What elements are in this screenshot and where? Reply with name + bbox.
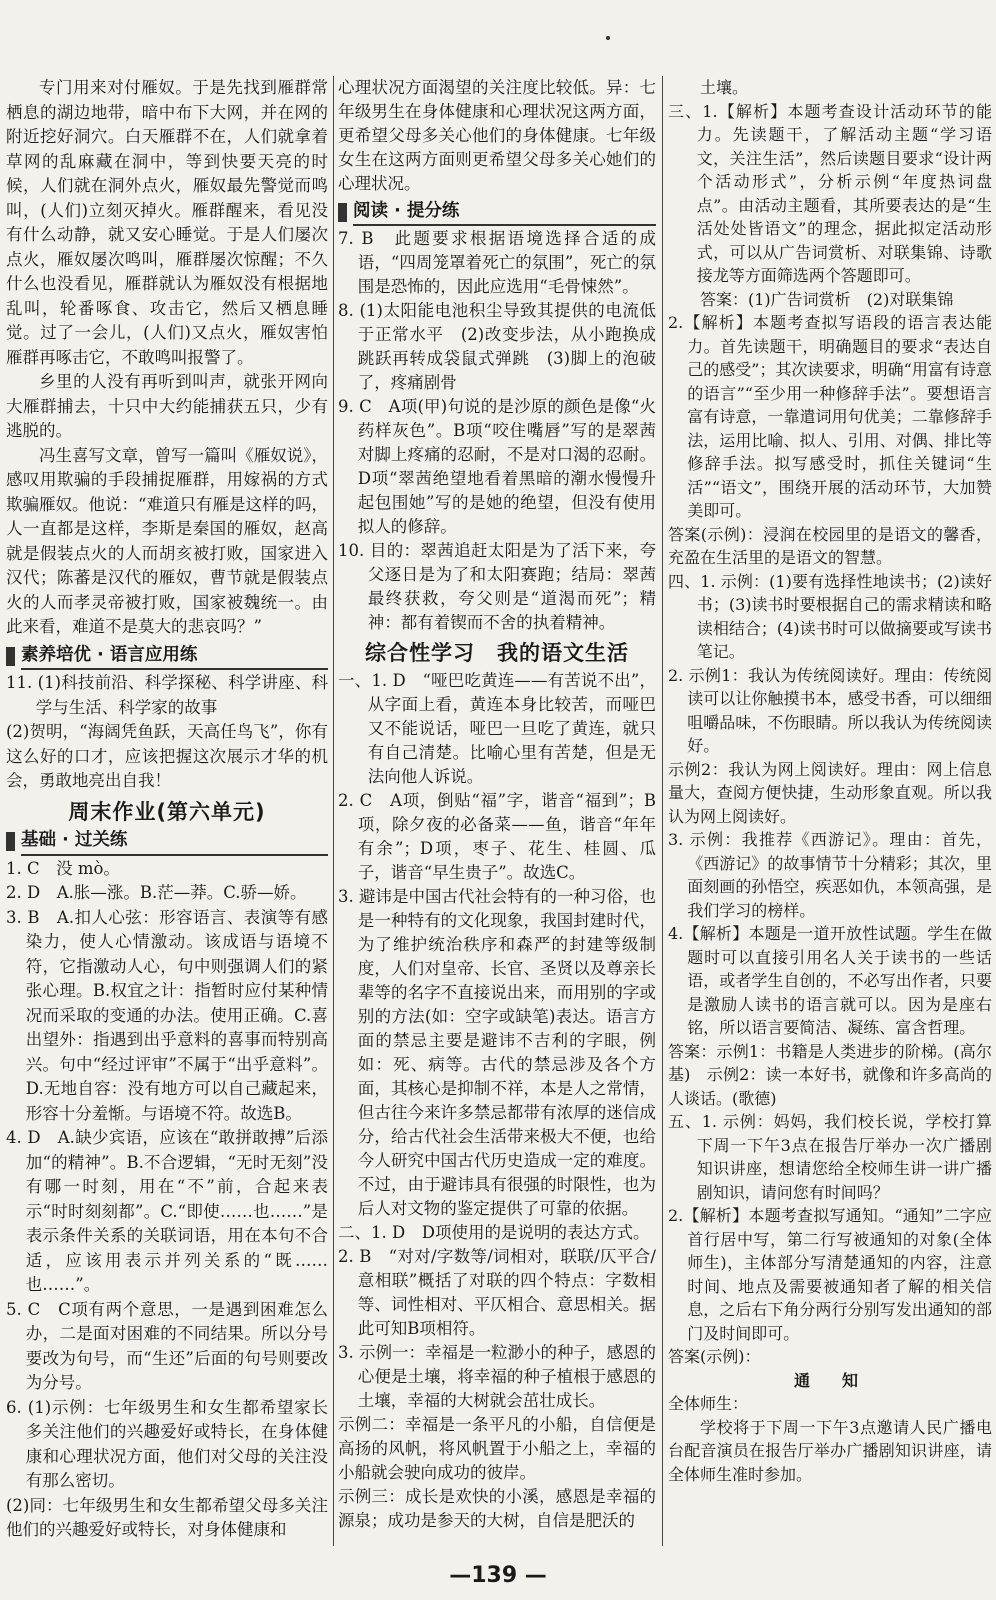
answer-item: 示例2：我认为网上阅读好。理由：网上信息量大，查阅方便快捷，生动形象直观。所以我认为网上阅读好。 (668, 759, 992, 826)
answer-key: 答案：示例1：书籍是人类进步的阶梯。(高尔基) 示例2：读一本好书，就像和许多高尚的人谈话。(歌德) (668, 1041, 992, 1108)
answer-item: 5. C C项有两个意思，一是遇到困难怎么办，二是面对困难的不同结果。所以分号要改为句号，而“生还”后面的句号则要改为分号。 (6, 1299, 328, 1392)
answer-key: 答案(示例)： (668, 1347, 761, 1366)
notice-body: 学校将于下周一下午3点邀请人民广播电台配音演员在报告厅举办广播剧知识讲座，请全体师生准时参加。 (668, 1417, 992, 1484)
column-1 (6, 76, 328, 1543)
translation-paragraph: 冯生喜写文章，曾写一篇叫《雁奴说》，感叹用欺骗的手段捕捉雁群，用嫁祸的方式欺骗雁奴。他说：“难道只有雁是这样的吗，人一直都是这样，李斯是秦国的雁奴，赵高就是假装点火的人而胡亥被打败，国家进入汉代；陈蕃是汉代的雁奴，曹节就是假装点火的人而孝灵帝被打败，国家被魏统一。由此来看，难道不是莫大的悲哀吗？” (6, 445, 328, 636)
page-number: —139 — (449, 1563, 547, 1588)
answer-item: 6. (1)示例：七年级男生和女生都希望家长多关注他们的兴趣爱好或特长，在身体健康和心理状况方面，他们对父母的关注没有那么密切。 (6, 1397, 328, 1490)
column-3 (668, 76, 992, 1486)
answer-item: 4.【解析】本题是一道开放性试题。学生在做题时可以直接引用名人关于读书的一些话语，或者学生自创的，不必写出作者，只要是激励人读书的语言就可以。因为是座右铭，所以语言要简洁、凝练、富含哲理。 (668, 924, 992, 1037)
answer-item: 11. (1)科技前沿、科学探秘、科学讲座、科学与生活、科学家的故事 (6, 673, 328, 717)
answer-item: 7. B 此题要求根据语境选择合适的成语，“四周笼罩着死亡的氛围”，死亡的氛围是恐怖的，因此应选用“毛骨悚然”。 (338, 229, 656, 296)
print-mark (606, 36, 610, 40)
unit-title: 周末作业(第六单元) (68, 799, 266, 824)
answer-item: 4. D A.缺少宾语，应该在“敢拼敢搏”后添加“的精神”。B.不合逻辑，“无时无刻”没有哪一时刻，用在“不”前，合起来表示“时时刻刻都”。C.“即使……也……”是表示条件关系的关联词语，用在本句不合适，应该用表示并列关系的“既……也……”。 (6, 1128, 328, 1294)
answer-item: 2. B “对对/字数等/词相对，联联/仄平合/意相联”概括了对联的四个特点：字数相等、词性相对、平仄相合、意思相关。据此可知B项相符。 (338, 1247, 656, 1338)
answer-item: 二、1. D D项使用的是说明的表达方式。 (338, 1223, 650, 1242)
section-header: 基础 · 过关练 (6, 828, 328, 856)
answer-item: 五、1. 示例：妈妈，我们校长说，学校打算下周一下午3点在报告厅举办一次广播剧知识讲座，想请您给全校师生讲一讲广播剧知识，请问您有时间吗？ (668, 1112, 992, 1202)
answer-item: 一、1. D “哑巴吃黄连——有苦说不出”，从字面上看，黄连本身比较苦，而哑巴又不能说话，哑巴一旦吃了黄连，就只有自己清楚。比喻心里有苦楚，但是无法向他人诉说。 (338, 671, 656, 786)
translation-paragraph: 专门用来对付雁奴。于是先找到雁群常栖息的湖边地带，暗中布下大网，并在网的附近挖好洞穴。白天雁群不在，人们就拿着草网的乱麻藏在洞中，等到快要天亮的时候，人们就在洞外点火，雁奴最先警觉而鸣叫，(人们)立刻灭掉火。雁群醒来，看见没有什么动静，就又安心睡觉。于是人们屡次点火，雁奴屡次鸣叫，雁群屡次惊醒；不久什么也没看见，雁群就认为雁奴没有根据地乱叫，轮番啄食、攻击它，然后又栖息睡觉。过了一会儿，(人们)又点火，雁奴害怕雁群再啄击它，不敢鸣叫报警了。 (6, 78, 328, 367)
answer-item: 示例三：成长是欢快的小溪，感恩是幸福的源泉；成功是参天的大树，自信是肥沃的 (338, 1487, 656, 1530)
unit-title: 综合性学习 我的语文生活 (365, 641, 629, 665)
section-marker-icon (6, 832, 15, 851)
answer-item: 3. 避讳是中国古代社会特有的一种习俗，也是一种特有的文化现象，我国封建时代，为了维护统治秩序和森严的封建等级制度，人们对皇帝、长官、圣贤以及尊亲长辈等的名字不直接说出来，而用别的字或别的方法(如：空字或缺笔)表达。语言方面的禁忌主要是避讳不吉利的字眼，例如：死、病等。古代的禁忌涉及各个方面，其核心是抑制不祥，本是人之常情，但古往今来许多禁忌都带有浓厚的迷信成分，给古代社会生活带来极大不便，也给今人研究中国古代历史造成一定的难度。不过，由于避讳具有很强的时限性，也为后人对文物的鉴定提供了可靠的依据。 (338, 887, 656, 1218)
column-2 (338, 76, 656, 1533)
answer-item: 8. (1)太阳能电池积尘导致其提供的电流低于正常水平 (2)改变步法，从小跑换成跳跃再转成袋鼠式弹跳 (3)脚上的泡破了，疼痛剧骨 (338, 301, 656, 392)
translation-paragraph: 乡里的人没有再听到叫声，就张开网向大雁群捕去，十只中大约能捕获五只，少有逃脱的。 (6, 372, 328, 440)
column-divider-1 (333, 76, 334, 1546)
answer-item: 10. 目的：翠茜追赶太阳是为了活下来，夸父逐日是为了和太阳赛跑；结局：翠茜最终获救，夸父则是“道渴而死”；精神：都有着锲而不舍的执着精神。 (338, 541, 656, 632)
notice-title: 通 知 (793, 1370, 866, 1390)
notice-recipient: 全体师生： (668, 1394, 749, 1413)
answer-key: 答案(示例)：浸润在校园里的是语文的馨香，充盈在生活里的是语文的智慧。 (668, 524, 992, 567)
answer-item: 1. C 没 mò。 (6, 858, 120, 878)
answer-item: 心理状况方面渴望的关注度比较低。异：七年级男生在身体健康和心理状况这两方面，更希望父母多关心他们的身体健康。七年级女生在这两方面则更希望父母多关心她们的心理状况。 (338, 78, 656, 193)
answer-item: 3. 示例一：幸福是一粒渺小的种子，感恩的心便是土壤，将幸福的种子植根于感恩的土壤，幸福的大树就会茁壮成长。 (338, 1343, 656, 1410)
answer-item: 土壤。 (700, 78, 749, 97)
answer-item: 2. C A项，倒贴“福”字，谐音“福到”；B项，除夕夜的必备菜——鱼，谐音“年年有余”；D项，枣子、花生、桂圆、瓜子，谐音“早生贵子”。故选C。 (338, 791, 656, 882)
answer-item: 3. B A.扣人心弦：形容语言、表演等有感染力，使人心情激动。该成语与语境不符，它指激动人心，句中则强调人们的紧张心理。B.权宜之计：指暂时应付某种情况而采取的变通的办法。使用正确。C.喜出望外：指遇到出乎意料的喜事而特别高兴。句中“经过评审”不属于“出乎意料”。D.无地自容：没有地方可以自己藏起来，形容十分羞惭。与语境不符。故选B。 (6, 907, 328, 1123)
answer-item: 2.【解析】本题考查拟写通知。“通知”二字应首行居中写，第二行写被通知的对象(全体师生)，主体部分写清楚通知的内容，注意时间、地点及需要被通知者了解的相关信息，之后右下角分两行分别写发出通知的部门及时间即可。 (668, 1206, 992, 1343)
answer-item: (2)贺明，“海阔凭鱼跃，天高任鸟飞”，你有这么好的口才，应该把握这次展示才华的机会，勇敢地亮出自我！ (6, 722, 328, 790)
answer-item: 示例二：幸福是一条平凡的小船，自信便是高扬的风帆，将风帆置于小船之上，幸福的小船就会驶向成功的彼岸。 (338, 1415, 656, 1482)
answer-item: 9. C A项(甲)句说的是沙原的颜色是像“火药样灰色”。B项“咬住嘴唇”写的是翠茜对脚上疼痛的忍耐，不是对口渴的忍耐。D项“翠茜绝望地看着黑暗的潮水慢慢升起包围她”写的是她的绝望，但没有使用拟人的修辞。 (338, 397, 656, 536)
answer-key: 答案：(1)广告词赏析 (2)对联集锦 (700, 289, 954, 309)
section-marker-icon (6, 647, 15, 666)
answer-item: 三、1.【解析】本题考查设计活动环节的能力。先读题干，了解活动主题“学习语文，关注生活”，然后读题目要求“设计两个活动形式”，分析示例“年度热词盘点”。由活动主题看，其所要表达的是“生活处处皆语文”的理念，据此拟定活动形式，可以从广告词赏析、对联集锦、诗歌接龙等方面筛选两个答题即可。 (668, 101, 992, 285)
answer-item: (2)同：七年级男生和女生都希望父母多关注他们的兴趣爱好或特长，对身体健康和 (6, 1495, 328, 1539)
section-marker-icon (338, 203, 347, 222)
answer-item: 2. D A.胀—涨。B.茫—莽。C.骄—娇。 (6, 883, 307, 902)
answer-item: 四、1. 示例：(1)要有选择性地读书；(2)读好书；(3)读书时要根据自己的需求精读和略读相结合；(4)读书时可以做摘要或写读书笔记。 (668, 571, 992, 661)
answer-item: 2. 示例1：我认为传统阅读好。理由：传统阅读可以让你触摸书本，感受书香，可以细细咀嚼品味，不伤眼睛。所以我认为传统阅读好。 (668, 665, 992, 755)
section-header: 素养培优 · 语言应用练 (6, 643, 328, 671)
section-header: 阅读 · 提分练 (338, 199, 656, 226)
column-divider-2 (662, 76, 663, 1546)
answer-item: 3. 示例：我推荐《西游记》。理由：首先，《西游记》的故事情节十分精彩；其次，里面刻画的孙悟空，疾恶如仇，本领高强，是我们学习的榜样。 (668, 830, 992, 920)
answer-item: 2.【解析】本题考查拟写语段的语言表达能力。首先读题干，明确题目的要求“表达自己的感受”；其次读要求，明确“用富有诗意的语言”“至少用一种修辞手法”。要想语言富有诗意，一靠遣词用句优美；二靠修辞手法，运用比喻、拟人、引用、对偶、排比等修辞手法。拟写感受时，抓住关键词“生活”“语文”，围绕开展的活动环节，大加赞美即可。 (668, 313, 992, 520)
